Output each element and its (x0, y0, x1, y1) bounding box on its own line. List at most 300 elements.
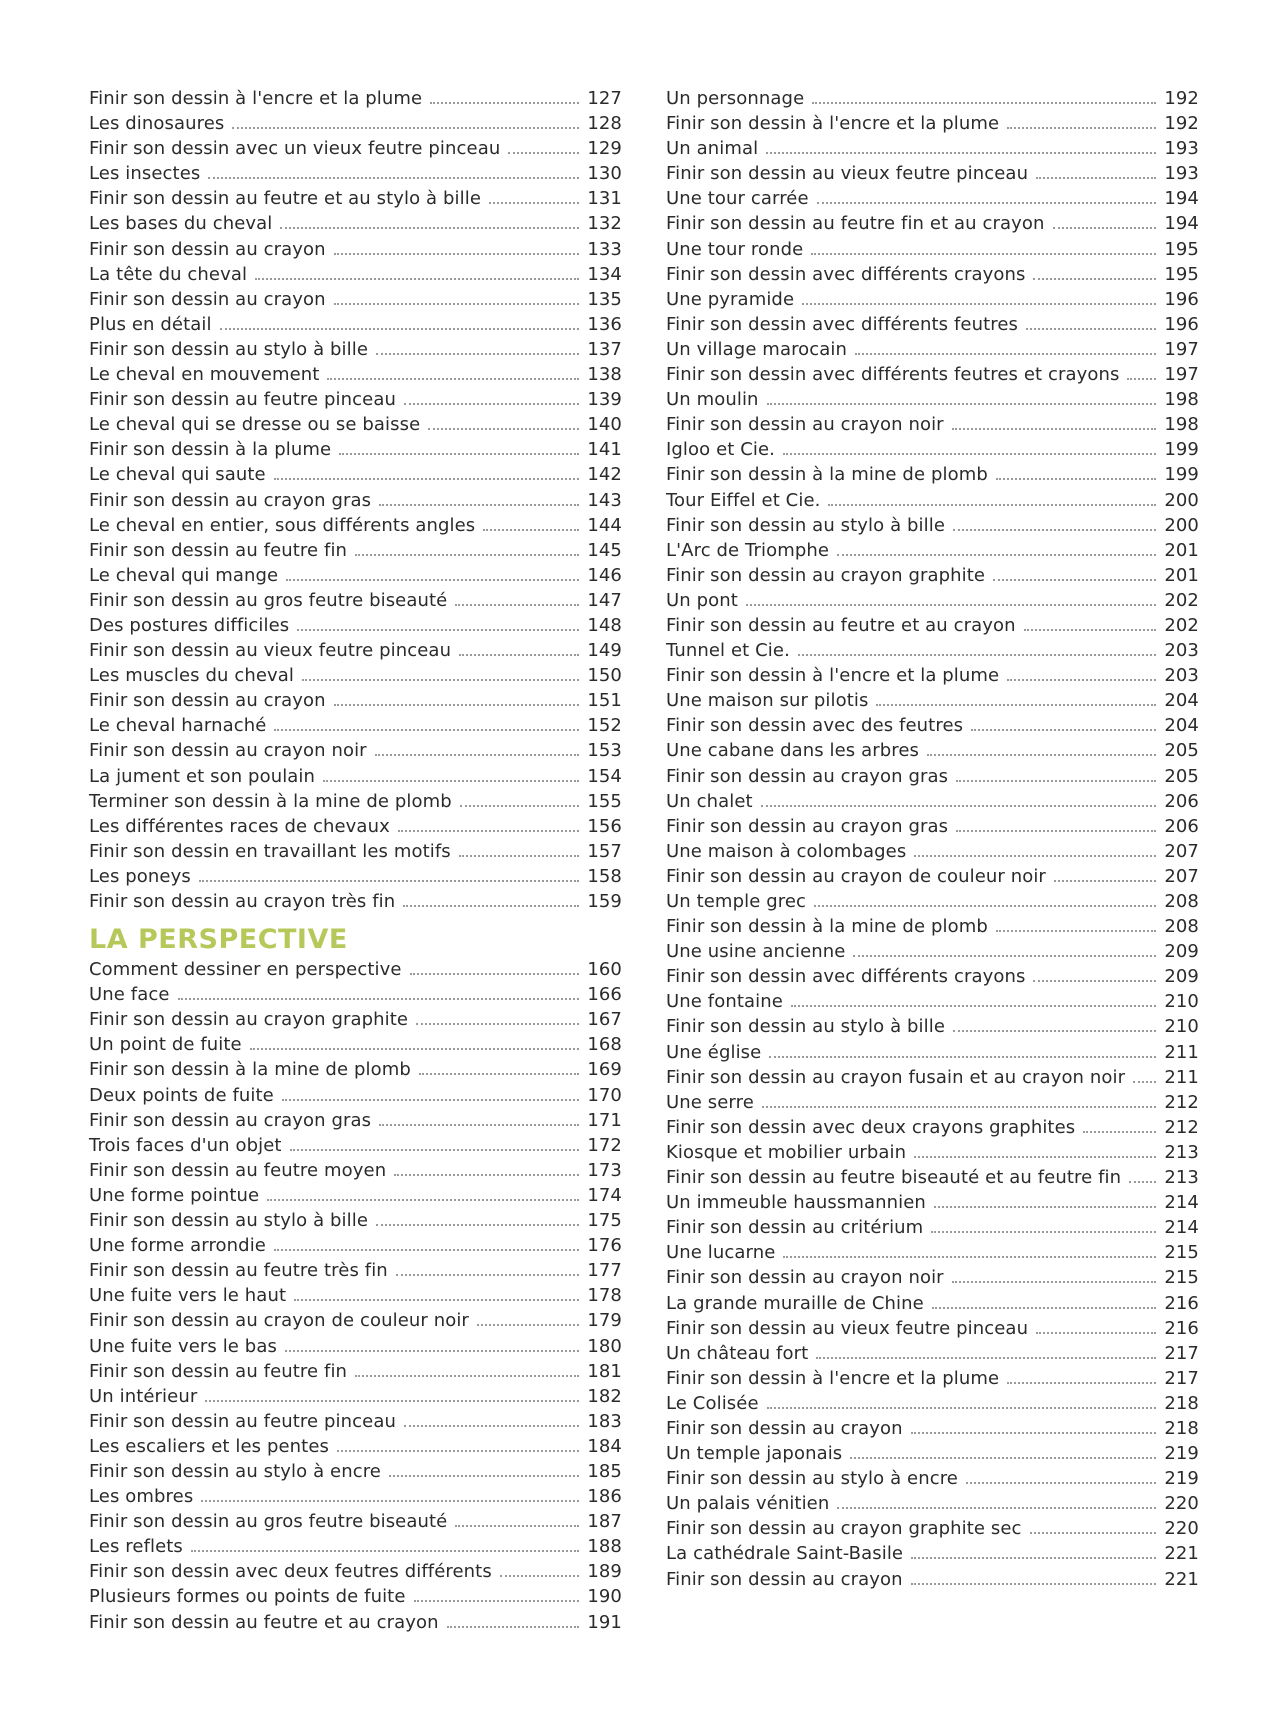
toc-entry[interactable] (89, 387, 622, 412)
toc-entry[interactable] (89, 513, 622, 538)
toc-entry[interactable] (89, 1258, 622, 1283)
toc-entry-title: Un intérieur (89, 1385, 198, 1407)
dot-leader (828, 504, 1156, 506)
dot-leader (376, 1224, 579, 1226)
toc-entry[interactable] (89, 186, 622, 211)
toc-entry[interactable] (666, 1466, 1199, 1491)
toc-entry-title: Finir son dessin au stylo à encre (666, 1468, 958, 1490)
toc-entry[interactable] (666, 1090, 1199, 1115)
dot-leader (932, 1307, 1157, 1309)
toc-entry-page-number: 212 (1164, 1116, 1199, 1138)
toc-entry[interactable] (666, 86, 1199, 111)
dot-leader (460, 805, 580, 807)
toc-entry-page-number: 172 (587, 1134, 622, 1156)
toc-entry-page-number: 127 (587, 88, 622, 109)
dot-leader (996, 930, 1156, 932)
toc-entry[interactable] (89, 688, 622, 713)
dot-leader (853, 955, 1156, 957)
toc-entry[interactable] (89, 588, 622, 613)
toc-entry-page-number: 203 (1164, 640, 1199, 662)
toc-entry[interactable] (89, 1434, 622, 1459)
toc-entry[interactable] (666, 1491, 1199, 1516)
dot-leader (455, 1525, 579, 1527)
toc-entry-page-number: 205 (1164, 740, 1199, 762)
toc-entry[interactable] (666, 1140, 1199, 1165)
toc-entry-title: Finir son dessin avec des feutres (666, 715, 964, 737)
toc-entry[interactable] (89, 1509, 622, 1534)
toc-entry[interactable] (89, 1158, 622, 1183)
dot-leader (1053, 227, 1157, 229)
toc-entry[interactable] (666, 663, 1199, 688)
toc-entry[interactable] (89, 1108, 622, 1133)
toc-entry-page-number: 210 (1164, 991, 1199, 1013)
toc-entry[interactable] (666, 1265, 1199, 1290)
toc-entry-page-number: 143 (587, 489, 622, 511)
dot-leader (1127, 378, 1156, 380)
toc-entry[interactable] (666, 186, 1199, 211)
toc-entry-title: Une face (89, 984, 170, 1006)
toc-entry[interactable] (666, 789, 1199, 814)
toc-entry[interactable] (666, 1215, 1199, 1240)
toc-entry[interactable] (666, 287, 1199, 312)
dot-leader (911, 1432, 1157, 1434)
dot-leader (274, 1249, 579, 1251)
toc-entry[interactable] (666, 1240, 1199, 1265)
toc-entry[interactable] (666, 136, 1199, 161)
dot-leader (927, 754, 1156, 756)
toc-entry-title: Finir son dessin au stylo à encre (89, 1460, 381, 1482)
toc-entry-title: Une fuite vers le haut (89, 1285, 287, 1307)
toc-entry-title: Finir son dessin au feutre fin (89, 1360, 348, 1382)
toc-entry-title: Finir son dessin au stylo à bille (89, 338, 369, 360)
toc-entry-page-number: 201 (1164, 564, 1199, 586)
toc-entry[interactable] (89, 1584, 622, 1609)
dot-leader (855, 353, 1156, 355)
toc-entry[interactable] (666, 1416, 1199, 1441)
toc-entry-page-number: 169 (587, 1059, 622, 1081)
toc-entry[interactable] (666, 964, 1199, 989)
toc-entry-title: Finir son dessin à la mine de plomb (666, 916, 988, 938)
dot-leader (389, 1475, 579, 1477)
dot-leader (379, 504, 579, 506)
toc-entry-title: Une serre (666, 1091, 754, 1113)
toc-entry[interactable] (666, 387, 1199, 412)
dot-leader (403, 905, 579, 907)
toc-entry-title: Finir son dessin avec différents feutres (666, 313, 1019, 335)
toc-entry-title: Finir son dessin au stylo à bille (89, 1210, 369, 1232)
toc-entry[interactable] (666, 1316, 1199, 1341)
toc-entry-page-number: 214 (1164, 1192, 1199, 1214)
toc-entry-page-number: 221 (1164, 1568, 1199, 1590)
toc-entry-page-number: 217 (1164, 1342, 1199, 1364)
toc-entry[interactable] (666, 1291, 1199, 1316)
toc-entry-page-number: 137 (587, 338, 622, 360)
dot-leader (746, 604, 1156, 606)
toc-entry[interactable] (666, 814, 1199, 839)
toc-entry-title: Finir son dessin au feutre fin et au crayon (666, 213, 1045, 235)
toc-entry-page-number: 204 (1164, 690, 1199, 712)
toc-entry[interactable] (89, 362, 622, 387)
toc-entry-title: Finir son dessin à la mine de plomb (666, 464, 988, 486)
toc-entry[interactable] (666, 889, 1199, 914)
toc-entry[interactable] (666, 1567, 1199, 1592)
toc-entry[interactable] (666, 738, 1199, 763)
dot-leader (286, 579, 579, 581)
toc-entry[interactable] (89, 957, 622, 982)
toc-entry[interactable] (666, 161, 1199, 186)
toc-entry-title: Une fontaine (666, 991, 783, 1013)
toc-entry[interactable] (666, 989, 1199, 1014)
toc-entry[interactable] (89, 1359, 622, 1384)
toc-entry-page-number: 173 (587, 1159, 622, 1181)
dot-leader (769, 1056, 1156, 1058)
toc-entry-page-number: 198 (1164, 414, 1199, 436)
dot-leader (817, 202, 1157, 204)
toc-entry[interactable] (666, 262, 1199, 287)
dot-leader (993, 579, 1156, 581)
dot-leader (953, 1030, 1156, 1032)
toc-entry-title: Les ombres (89, 1486, 194, 1508)
toc-entry[interactable] (89, 412, 622, 437)
toc-entry-page-number: 203 (1164, 665, 1199, 687)
toc-entry-page-number: 167 (587, 1009, 622, 1031)
toc-entry-title: Finir son dessin au gros feutre biseauté (89, 589, 448, 611)
toc-entry[interactable] (666, 362, 1199, 387)
dot-leader (274, 729, 579, 731)
toc-entry-title: Finir son dessin au stylo à bille (666, 1016, 946, 1038)
dot-leader (323, 780, 579, 782)
dot-leader (404, 1425, 579, 1427)
toc-entry[interactable] (89, 1409, 622, 1434)
toc-entry[interactable] (89, 211, 622, 236)
toc-entry[interactable] (666, 713, 1199, 738)
toc-entry[interactable] (89, 1308, 622, 1333)
toc-entry[interactable] (89, 1384, 622, 1409)
toc-entry[interactable] (89, 764, 622, 789)
dot-leader (205, 1400, 579, 1402)
toc-entry[interactable] (666, 1516, 1199, 1541)
toc-entry[interactable] (666, 1165, 1199, 1190)
toc-entry-page-number: 209 (1164, 941, 1199, 963)
toc-entry-page-number: 216 (1164, 1292, 1199, 1314)
toc-entry-title: Finir son dessin avec deux feutres différents (89, 1561, 492, 1583)
dot-leader (812, 102, 1156, 104)
dot-leader (911, 1557, 1156, 1559)
toc-entry-page-number: 129 (587, 138, 622, 160)
toc-entry[interactable] (666, 538, 1199, 563)
toc-entry-title: Les reflets (89, 1536, 183, 1558)
toc-entry[interactable] (666, 864, 1199, 889)
toc-entry-title: Une lucarne (666, 1242, 776, 1264)
dot-leader (1054, 880, 1156, 882)
toc-entry-page-number: 141 (587, 439, 622, 461)
toc-entry[interactable] (666, 1014, 1199, 1039)
toc-entry[interactable] (89, 1559, 622, 1584)
toc-entry[interactable] (666, 337, 1199, 362)
toc-entry[interactable] (89, 437, 622, 462)
dot-leader (1033, 980, 1156, 982)
toc-entry[interactable] (666, 237, 1199, 262)
toc-entry[interactable] (666, 437, 1199, 462)
toc-entry[interactable] (89, 312, 622, 337)
toc-entry-title: Trois faces d'un objet (89, 1134, 282, 1156)
dot-leader (199, 880, 579, 882)
toc-entry-page-number: 131 (587, 188, 622, 210)
toc-entry-page-number: 159 (587, 891, 622, 912)
toc-entry[interactable] (89, 111, 622, 136)
dot-leader (394, 1174, 579, 1176)
toc-entry[interactable] (89, 136, 622, 161)
toc-entry[interactable] (89, 1057, 622, 1082)
toc-entry[interactable] (666, 488, 1199, 513)
toc-entry[interactable] (89, 1007, 622, 1032)
toc-entry-title: Une usine ancienne (666, 941, 846, 963)
toc-entry[interactable] (666, 688, 1199, 713)
dot-leader (483, 529, 579, 531)
dot-leader (850, 1457, 1156, 1459)
dot-leader (447, 1626, 580, 1628)
dot-leader (334, 303, 580, 305)
toc-entry-page-number: 183 (587, 1410, 622, 1432)
toc-entry-page-number: 193 (1164, 163, 1199, 185)
toc-entry[interactable] (666, 613, 1199, 638)
toc-entry-page-number: 204 (1164, 715, 1199, 737)
toc-entry[interactable] (89, 538, 622, 563)
dot-leader (250, 1048, 580, 1050)
toc-entry-title: L'Arc de Triomphe (666, 539, 830, 561)
dot-leader (956, 780, 1156, 782)
toc-entry-page-number: 184 (587, 1435, 622, 1457)
toc-entry-title: Une maison sur pilotis (666, 690, 869, 712)
dot-leader (489, 202, 579, 204)
toc-entry[interactable] (89, 1233, 622, 1258)
toc-entry[interactable] (89, 1534, 622, 1559)
toc-entry[interactable] (666, 1190, 1199, 1215)
toc-entry[interactable] (666, 1441, 1199, 1466)
dot-leader (294, 1299, 579, 1301)
dot-leader (952, 1281, 1157, 1283)
toc-entry-page-number: 206 (1164, 790, 1199, 812)
dot-leader (267, 1199, 579, 1201)
toc-entry-title: Finir son dessin au crayon noir (89, 740, 367, 762)
toc-entry-title: Finir son dessin au crayon très fin (89, 891, 396, 912)
toc-entry[interactable] (666, 1366, 1199, 1391)
toc-entry-title: Le cheval en mouvement (89, 364, 320, 386)
dot-leader (280, 227, 579, 229)
toc-entry-title: Les bases du cheval (89, 213, 273, 235)
toc-entry[interactable] (89, 262, 622, 287)
toc-entry-page-number: 151 (587, 690, 622, 712)
toc-entry-title: Un personnage (666, 88, 805, 109)
dot-leader (761, 805, 1157, 807)
toc-entry-page-number: 139 (587, 389, 622, 411)
toc-entry-title: Finir son dessin au feutre et au crayon (89, 1611, 439, 1633)
toc-entry-title: Finir son dessin avec un vieux feutre pinceau (89, 138, 501, 160)
toc-entry-title: La cathédrale Saint-Basile (666, 1543, 904, 1565)
dot-leader (404, 403, 579, 405)
dot-leader (837, 1507, 1156, 1509)
toc-entry-page-number: 180 (587, 1335, 622, 1357)
toc-entry[interactable] (666, 111, 1199, 136)
toc-entry-title: Finir son dessin à la mine de plomb (89, 1059, 411, 1081)
dot-leader (327, 378, 579, 380)
toc-entry-title: Finir son dessin au crayon gras (666, 765, 949, 787)
toc-entry[interactable] (666, 412, 1199, 437)
toc-entry-page-number: 194 (1164, 188, 1199, 210)
dot-leader (802, 303, 1156, 305)
toc-entry[interactable] (89, 1183, 622, 1208)
toc-entry-page-number: 158 (587, 865, 622, 887)
toc-entry-title: Un immeuble haussmannien (666, 1192, 926, 1214)
toc-entry-title: Finir son dessin à la plume (89, 439, 332, 461)
toc-entry-page-number: 209 (1164, 966, 1199, 988)
toc-entry-title: Le Colisée (666, 1392, 759, 1414)
toc-entry[interactable] (89, 789, 622, 814)
toc-entry-title: Un temple japonais (666, 1443, 843, 1465)
toc-entry-page-number: 195 (1164, 238, 1199, 260)
toc-entry[interactable] (666, 914, 1199, 939)
toc-entry[interactable] (666, 638, 1199, 663)
toc-entry-page-number: 154 (587, 765, 622, 787)
toc-entry[interactable] (89, 1334, 622, 1359)
toc-entry[interactable] (89, 1032, 622, 1057)
toc-entry-title: Une église (666, 1041, 762, 1063)
dot-leader (191, 1550, 579, 1552)
toc-entry-page-number: 219 (1164, 1468, 1199, 1490)
dot-leader (178, 998, 580, 1000)
toc-entry-title: Finir son dessin en travaillant les motifs (89, 840, 451, 862)
toc-entry-title: Les muscles du cheval (89, 665, 294, 687)
toc-entry[interactable] (666, 1391, 1199, 1416)
dot-leader (208, 177, 579, 179)
toc-entry-page-number: 136 (587, 313, 622, 335)
dot-leader (339, 453, 579, 455)
toc-entry[interactable] (89, 287, 622, 312)
toc-entry[interactable] (666, 939, 1199, 964)
toc-entry[interactable] (89, 713, 622, 738)
toc-entry-title: Finir son dessin au crayon noir (666, 1267, 944, 1289)
toc-entry-title: Une fuite vers le bas (89, 1335, 277, 1357)
toc-entry[interactable] (666, 588, 1199, 613)
toc-entry[interactable] (89, 563, 622, 588)
toc-entry[interactable] (666, 312, 1199, 337)
toc-entry-page-number: 220 (1164, 1518, 1199, 1540)
toc-entry[interactable] (666, 563, 1199, 588)
toc-entry[interactable] (89, 638, 622, 663)
toc-entry[interactable] (89, 337, 622, 362)
toc-entry[interactable] (89, 1083, 622, 1108)
toc-entry[interactable] (666, 839, 1199, 864)
toc-entry-title: Finir son dessin au feutre pinceau (89, 389, 396, 411)
toc-entry-page-number: 219 (1164, 1443, 1199, 1465)
toc-entry[interactable] (89, 839, 622, 864)
toc-entry-title: Finir son dessin au crayon (89, 238, 326, 260)
toc-entry-page-number: 190 (587, 1586, 622, 1608)
dot-leader (1007, 679, 1156, 681)
toc-entry[interactable] (666, 462, 1199, 487)
toc-entry[interactable] (89, 1208, 622, 1233)
dot-leader (297, 629, 579, 631)
toc-entry-page-number: 191 (587, 1611, 622, 1633)
toc-entry[interactable] (89, 462, 622, 487)
toc-entry-title: Tour Eiffel et Cie. (666, 489, 821, 511)
dot-leader (334, 253, 580, 255)
toc-entry-page-number: 185 (587, 1460, 622, 1482)
toc-entry[interactable] (89, 237, 622, 262)
toc-entry-page-number: 140 (587, 414, 622, 436)
toc-entry[interactable] (89, 1133, 622, 1158)
toc-entry[interactable] (89, 864, 622, 889)
toc-entry-page-number: 202 (1164, 614, 1199, 636)
toc-entry[interactable] (666, 513, 1199, 538)
toc-entry[interactable] (666, 211, 1199, 236)
toc-entry[interactable] (666, 1341, 1199, 1366)
toc-entry[interactable] (89, 1610, 622, 1635)
toc-entry-title: Les différentes races de chevaux (89, 815, 390, 837)
dot-leader (816, 1357, 1156, 1359)
toc-entry-title: Finir son dessin au crayon de couleur noir (666, 865, 1046, 887)
toc-entry-title: Igloo et Cie. (666, 439, 776, 461)
toc-entry-title: Finir son dessin au feutre et au crayon (666, 614, 1016, 636)
toc-entry[interactable] (89, 613, 622, 638)
toc-entry[interactable] (89, 1459, 622, 1484)
dot-leader (232, 127, 579, 129)
toc-entry[interactable] (89, 738, 622, 763)
toc-entry[interactable] (666, 1541, 1199, 1566)
toc-entry[interactable] (89, 161, 622, 186)
toc-entry-page-number: 152 (587, 715, 622, 737)
toc-entry[interactable] (666, 1115, 1199, 1140)
toc-entry[interactable] (89, 889, 622, 914)
toc-entry[interactable] (89, 86, 622, 111)
toc-entry-page-number: 181 (587, 1360, 622, 1382)
toc-entry-page-number: 201 (1164, 539, 1199, 561)
toc-entry-page-number: 198 (1164, 389, 1199, 411)
toc-entry-title: Finir son dessin au feutre très fin (89, 1260, 388, 1282)
dot-leader (220, 328, 580, 330)
toc-entry[interactable] (666, 764, 1199, 789)
toc-entry-title: Un palais vénitien (666, 1493, 830, 1515)
toc-entry-page-number: 142 (587, 464, 622, 486)
toc-entry[interactable] (666, 1065, 1199, 1090)
toc-entry-page-number: 145 (587, 539, 622, 561)
toc-entry[interactable] (89, 1484, 622, 1509)
toc-entry-page-number: 189 (587, 1561, 622, 1583)
toc-entry-page-number: 217 (1164, 1367, 1199, 1389)
dot-leader (290, 1149, 580, 1151)
toc-entry-page-number: 176 (587, 1235, 622, 1257)
toc-entry[interactable] (89, 663, 622, 688)
toc-entry-title: Finir son dessin au feutre et au stylo à bille (89, 188, 482, 210)
toc-entry[interactable] (89, 1283, 622, 1308)
dot-leader (477, 1324, 579, 1326)
dot-leader (876, 704, 1156, 706)
toc-column-left (89, 86, 622, 1635)
toc-entry[interactable] (89, 982, 622, 1007)
dot-leader (285, 1350, 579, 1352)
dot-leader (931, 1231, 1156, 1233)
toc-entry[interactable] (89, 814, 622, 839)
toc-entry[interactable] (89, 488, 622, 513)
toc-entry[interactable] (666, 1040, 1199, 1065)
toc-entry-page-number: 221 (1164, 1543, 1199, 1565)
toc-entry-page-number: 215 (1164, 1267, 1199, 1289)
toc-entry-title: Finir son dessin au crayon gras (89, 1109, 372, 1131)
toc-entry-title: Un animal (666, 138, 759, 160)
dot-leader (201, 1500, 579, 1502)
toc-entry-title: Finir son dessin au vieux feutre pinceau (89, 640, 452, 662)
toc-entry-title: Finir son dessin au crayon fusain et au crayon noir (666, 1066, 1126, 1088)
